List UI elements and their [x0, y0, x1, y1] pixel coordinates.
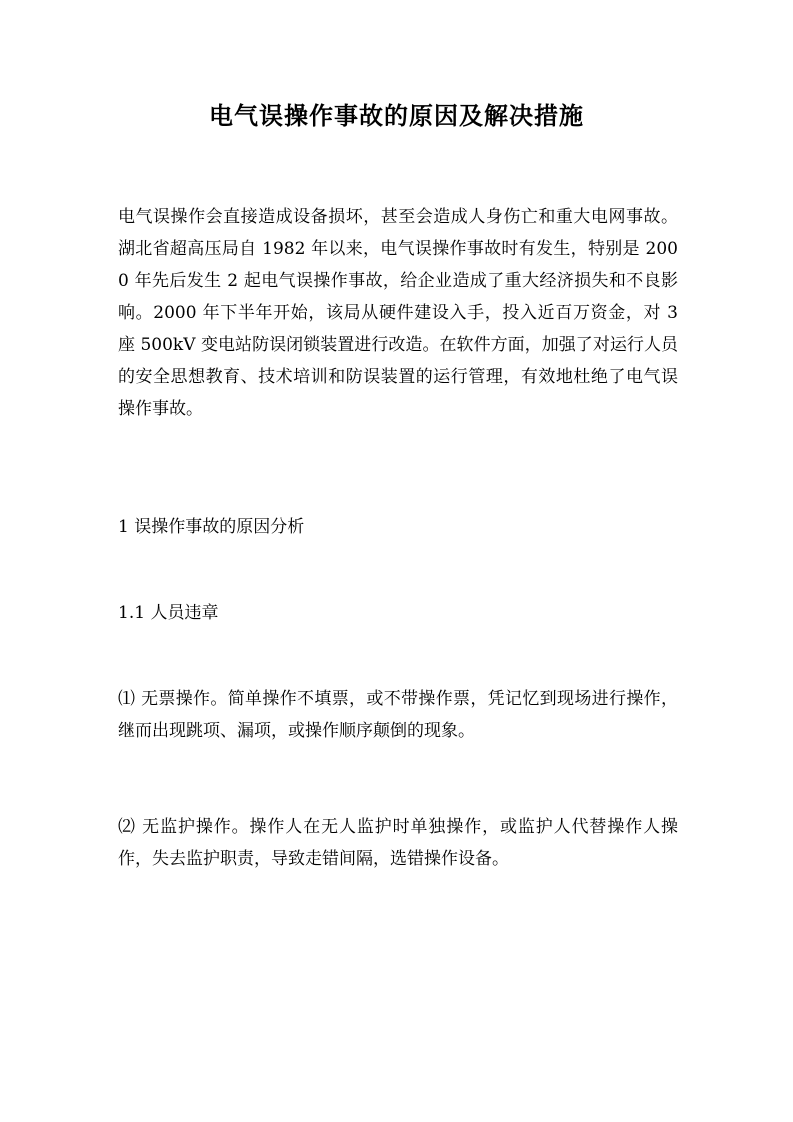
- item-paragraph-1: ⑴ 无票操作。简单操作不填票，或不带操作票，凭记忆到现场进行操作，继而出现跳项、漏项，或操作顺序颠倒的现象。: [118, 689, 678, 741]
- item-paragraph-2: ⑵ 无监护操作。操作人在无人监护时单独操作，或监护人代替操作人操作，失去监护职责，导致走错间隔，选错操作设备。: [118, 817, 678, 869]
- document-title: 电气误操作事故的原因及解决措施: [209, 101, 584, 130]
- subsection-heading: 1.1 人员违章: [118, 603, 219, 623]
- section-heading: 1 误操作事故的原因分析: [118, 517, 305, 537]
- intro-paragraph: 电气误操作会直接造成设备损坏，甚至会造成人身伤亡和重大电网事故。湖北省超高压局自 1982 年以来，电气误操作事故时有发生，特别是 2000 年先后发生 2 起电气误操作事故，给企业造成了重大经济损失和不良影响。2000 年下半年开始，该局从硬件建设入手，投入近百万资金，对 3 座 500kV 变电站防误闭锁装置进行改造。在软件方面，加强了对运行人员的安全思想教育、技术培训和防误装置的运行管理，有效地杜绝了电气误操作事故。: [118, 207, 678, 419]
